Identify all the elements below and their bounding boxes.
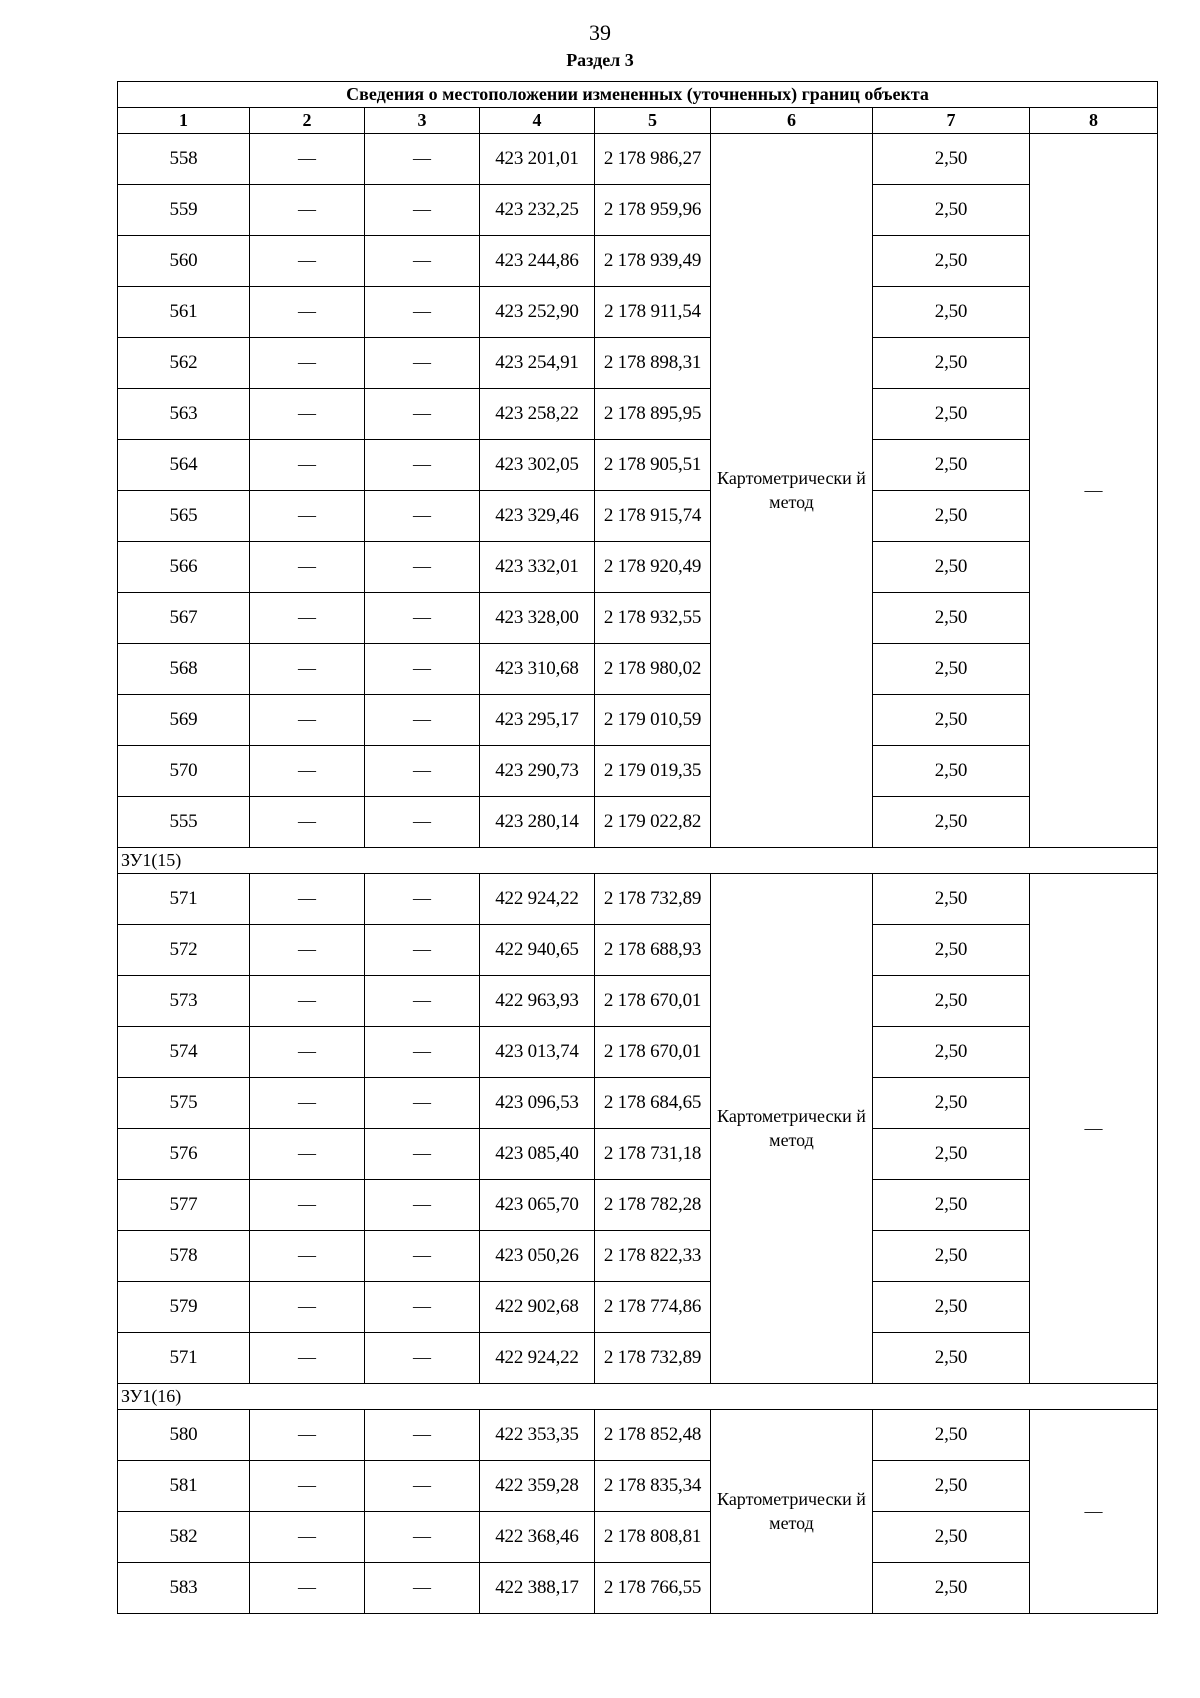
table-row [118,746,1158,797]
y-coordinate-cell: 2 178 684,65 [595,1078,711,1129]
y-coordinate-cell: 2 178 986,27 [595,134,711,185]
table-row [118,874,1158,925]
x-coordinate-cell: 423 280,14 [480,797,595,848]
accuracy-cell: 2,50 [873,976,1030,1027]
group-label-row [118,1384,1158,1410]
col3-cell: — [365,746,480,797]
point-number-cell: 571 [118,874,250,925]
accuracy-cell: 2,50 [873,491,1030,542]
accuracy-cell: 2,50 [873,695,1030,746]
point-number-cell: 573 [118,976,250,1027]
table-row [118,1563,1158,1614]
table-row [118,542,1158,593]
point-number-cell: 570 [118,746,250,797]
col3-cell: — [365,1180,480,1231]
col8-cell: — [1030,874,1158,1384]
point-number-cell: 564 [118,440,250,491]
table-row [118,1512,1158,1563]
col2-cell: — [250,746,365,797]
col2-cell: — [250,236,365,287]
col2-cell: — [250,1078,365,1129]
col2-cell: — [250,1180,365,1231]
col3-cell: — [365,644,480,695]
column-header-5: 5 [595,108,711,134]
x-coordinate-cell: 422 924,22 [480,1333,595,1384]
x-coordinate-cell: 423 065,70 [480,1180,595,1231]
accuracy-cell: 2,50 [873,287,1030,338]
point-number-cell: 579 [118,1282,250,1333]
x-coordinate-cell: 423 201,01 [480,134,595,185]
col2-cell: — [250,1282,365,1333]
section-title: Раздел 3 [566,50,634,70]
point-number-cell: 569 [118,695,250,746]
accuracy-cell: 2,50 [873,185,1030,236]
table-caption: Сведения о местоположении измененных (уточненных) границ объекта [118,82,1158,108]
col3-cell: — [365,440,480,491]
x-coordinate-cell: 423 295,17 [480,695,595,746]
column-header-7: 7 [873,108,1030,134]
y-coordinate-cell: 2 178 980,02 [595,644,711,695]
y-coordinate-cell: 2 178 732,89 [595,874,711,925]
col2-cell: — [250,1461,365,1512]
col2-cell: — [250,338,365,389]
column-header-1: 1 [118,108,250,134]
table-row [118,338,1158,389]
x-coordinate-cell: 423 252,90 [480,287,595,338]
y-coordinate-cell: 2 178 939,49 [595,236,711,287]
group-label: ЗУ1(15) [118,848,1158,874]
col2-cell: — [250,1563,365,1614]
y-coordinate-cell: 2 178 670,01 [595,976,711,1027]
point-number-cell: 566 [118,542,250,593]
col2-cell: — [250,976,365,1027]
y-coordinate-cell: 2 179 010,59 [595,695,711,746]
x-coordinate-cell: 422 368,46 [480,1512,595,1563]
accuracy-cell: 2,50 [873,1461,1030,1512]
x-coordinate-cell: 423 050,26 [480,1231,595,1282]
group-label: ЗУ1(16) [118,1384,1158,1410]
x-coordinate-cell: 423 332,01 [480,542,595,593]
col3-cell: — [365,976,480,1027]
point-number-cell: 562 [118,338,250,389]
x-coordinate-cell: 423 085,40 [480,1129,595,1180]
x-coordinate-cell: 423 254,91 [480,338,595,389]
col2-cell: — [250,1231,365,1282]
table-row [118,236,1158,287]
point-number-cell: 574 [118,1027,250,1078]
point-number-cell: 565 [118,491,250,542]
y-coordinate-cell: 2 178 895,95 [595,389,711,440]
accuracy-cell: 2,50 [873,236,1030,287]
table-row [118,389,1158,440]
accuracy-cell: 2,50 [873,797,1030,848]
point-number-cell: 571 [118,1333,250,1384]
col3-cell: — [365,593,480,644]
x-coordinate-cell: 423 310,68 [480,644,595,695]
x-coordinate-cell: 423 290,73 [480,746,595,797]
col2-cell: — [250,797,365,848]
col3-cell: — [365,1563,480,1614]
table-row [118,695,1158,746]
group-label-row [118,848,1158,874]
table-row [118,797,1158,848]
table-row [118,1410,1158,1461]
x-coordinate-cell: 423 258,22 [480,389,595,440]
col3-cell: — [365,1282,480,1333]
x-coordinate-cell: 422 963,93 [480,976,595,1027]
accuracy-cell: 2,50 [873,1282,1030,1333]
method-cell: Картометрически й метод [711,1410,873,1614]
y-coordinate-cell: 2 179 019,35 [595,746,711,797]
point-number-cell: 560 [118,236,250,287]
y-coordinate-cell: 2 178 905,51 [595,440,711,491]
col3-cell: — [365,389,480,440]
boundary-coordinates-table [117,81,1158,1614]
y-coordinate-cell: 2 178 915,74 [595,491,711,542]
table-row [118,440,1158,491]
point-number-cell: 555 [118,797,250,848]
col2-cell: — [250,491,365,542]
table-row [118,1231,1158,1282]
col3-cell: — [365,1231,480,1282]
col3-cell: — [365,287,480,338]
col3-cell: — [365,1078,480,1129]
y-coordinate-cell: 2 178 774,86 [595,1282,711,1333]
y-coordinate-cell: 2 178 688,93 [595,925,711,976]
point-number-cell: 568 [118,644,250,695]
col2-cell: — [250,1512,365,1563]
point-number-cell: 580 [118,1410,250,1461]
point-number-cell: 582 [118,1512,250,1563]
point-number-cell: 572 [118,925,250,976]
accuracy-cell: 2,50 [873,925,1030,976]
table-row [118,1027,1158,1078]
col3-cell: — [365,1333,480,1384]
x-coordinate-cell: 423 329,46 [480,491,595,542]
x-coordinate-cell: 423 244,86 [480,236,595,287]
accuracy-cell: 2,50 [873,389,1030,440]
column-header-8: 8 [1030,108,1158,134]
x-coordinate-cell: 422 924,22 [480,874,595,925]
x-coordinate-cell: 422 353,35 [480,1410,595,1461]
point-number-cell: 575 [118,1078,250,1129]
col2-cell: — [250,440,365,491]
col3-cell: — [365,1410,480,1461]
y-coordinate-cell: 2 179 022,82 [595,797,711,848]
accuracy-cell: 2,50 [873,746,1030,797]
table-row [118,1333,1158,1384]
col3-cell: — [365,542,480,593]
table-row [118,1078,1158,1129]
point-number-cell: 561 [118,287,250,338]
col3-cell: — [365,695,480,746]
column-header-3: 3 [365,108,480,134]
col3-cell: — [365,134,480,185]
accuracy-cell: 2,50 [873,542,1030,593]
table-row [118,976,1158,1027]
column-header-4: 4 [480,108,595,134]
point-number-cell: 559 [118,185,250,236]
col2-cell: — [250,874,365,925]
y-coordinate-cell: 2 178 835,34 [595,1461,711,1512]
table-row [118,1461,1158,1512]
accuracy-cell: 2,50 [873,593,1030,644]
col3-cell: — [365,1461,480,1512]
accuracy-cell: 2,50 [873,1563,1030,1614]
col2-cell: — [250,695,365,746]
accuracy-cell: 2,50 [873,874,1030,925]
point-number-cell: 583 [118,1563,250,1614]
x-coordinate-cell: 423 096,53 [480,1078,595,1129]
x-coordinate-cell: 423 013,74 [480,1027,595,1078]
col2-cell: — [250,134,365,185]
x-coordinate-cell: 422 902,68 [480,1282,595,1333]
col3-cell: — [365,236,480,287]
point-number-cell: 567 [118,593,250,644]
col2-cell: — [250,542,365,593]
column-header-2: 2 [250,108,365,134]
y-coordinate-cell: 2 178 932,55 [595,593,711,644]
point-number-cell: 581 [118,1461,250,1512]
col3-cell: — [365,925,480,976]
y-coordinate-cell: 2 178 766,55 [595,1563,711,1614]
col3-cell: — [365,1512,480,1563]
column-header-row [118,108,1158,134]
col3-cell: — [365,1129,480,1180]
accuracy-cell: 2,50 [873,644,1030,695]
col3-cell: — [365,491,480,542]
point-number-cell: 577 [118,1180,250,1231]
table-row [118,491,1158,542]
col2-cell: — [250,185,365,236]
x-coordinate-cell: 422 940,65 [480,925,595,976]
col8-cell: — [1030,1410,1158,1614]
table-row [118,925,1158,976]
y-coordinate-cell: 2 178 670,01 [595,1027,711,1078]
col2-cell: — [250,1410,365,1461]
x-coordinate-cell: 422 359,28 [480,1461,595,1512]
y-coordinate-cell: 2 178 808,81 [595,1512,711,1563]
col2-cell: — [250,287,365,338]
y-coordinate-cell: 2 178 822,33 [595,1231,711,1282]
col3-cell: — [365,874,480,925]
accuracy-cell: 2,50 [873,440,1030,491]
y-coordinate-cell: 2 178 911,54 [595,287,711,338]
y-coordinate-cell: 2 178 898,31 [595,338,711,389]
col2-cell: — [250,925,365,976]
col2-cell: — [250,644,365,695]
method-cell: Картометрически й метод [711,134,873,848]
table-row [118,1180,1158,1231]
col3-cell: — [365,185,480,236]
accuracy-cell: 2,50 [873,1129,1030,1180]
y-coordinate-cell: 2 178 852,48 [595,1410,711,1461]
y-coordinate-cell: 2 178 731,18 [595,1129,711,1180]
col3-cell: — [365,338,480,389]
method-cell: Картометрически й метод [711,874,873,1384]
accuracy-cell: 2,50 [873,1180,1030,1231]
y-coordinate-cell: 2 178 959,96 [595,185,711,236]
point-number-cell: 558 [118,134,250,185]
point-number-cell: 576 [118,1129,250,1180]
table-row [118,1129,1158,1180]
accuracy-cell: 2,50 [873,1027,1030,1078]
x-coordinate-cell: 422 388,17 [480,1563,595,1614]
y-coordinate-cell: 2 178 920,49 [595,542,711,593]
col2-cell: — [250,389,365,440]
table-row [118,134,1158,185]
col2-cell: — [250,1129,365,1180]
accuracy-cell: 2,50 [873,1410,1030,1461]
point-number-cell: 563 [118,389,250,440]
accuracy-cell: 2,50 [873,1333,1030,1384]
y-coordinate-cell: 2 178 782,28 [595,1180,711,1231]
page-number: 39 [589,20,611,45]
accuracy-cell: 2,50 [873,1512,1030,1563]
y-coordinate-cell: 2 178 732,89 [595,1333,711,1384]
col3-cell: — [365,797,480,848]
table-row [118,644,1158,695]
table-row [118,1282,1158,1333]
col2-cell: — [250,593,365,644]
col2-cell: — [250,1333,365,1384]
col8-cell: — [1030,134,1158,848]
x-coordinate-cell: 423 302,05 [480,440,595,491]
accuracy-cell: 2,50 [873,1231,1030,1282]
accuracy-cell: 2,50 [873,134,1030,185]
col2-cell: — [250,1027,365,1078]
column-header-6: 6 [711,108,873,134]
table-row [118,287,1158,338]
col3-cell: — [365,1027,480,1078]
point-number-cell: 578 [118,1231,250,1282]
accuracy-cell: 2,50 [873,338,1030,389]
x-coordinate-cell: 423 232,25 [480,185,595,236]
accuracy-cell: 2,50 [873,1078,1030,1129]
table-row [118,185,1158,236]
table-row [118,593,1158,644]
x-coordinate-cell: 423 328,00 [480,593,595,644]
